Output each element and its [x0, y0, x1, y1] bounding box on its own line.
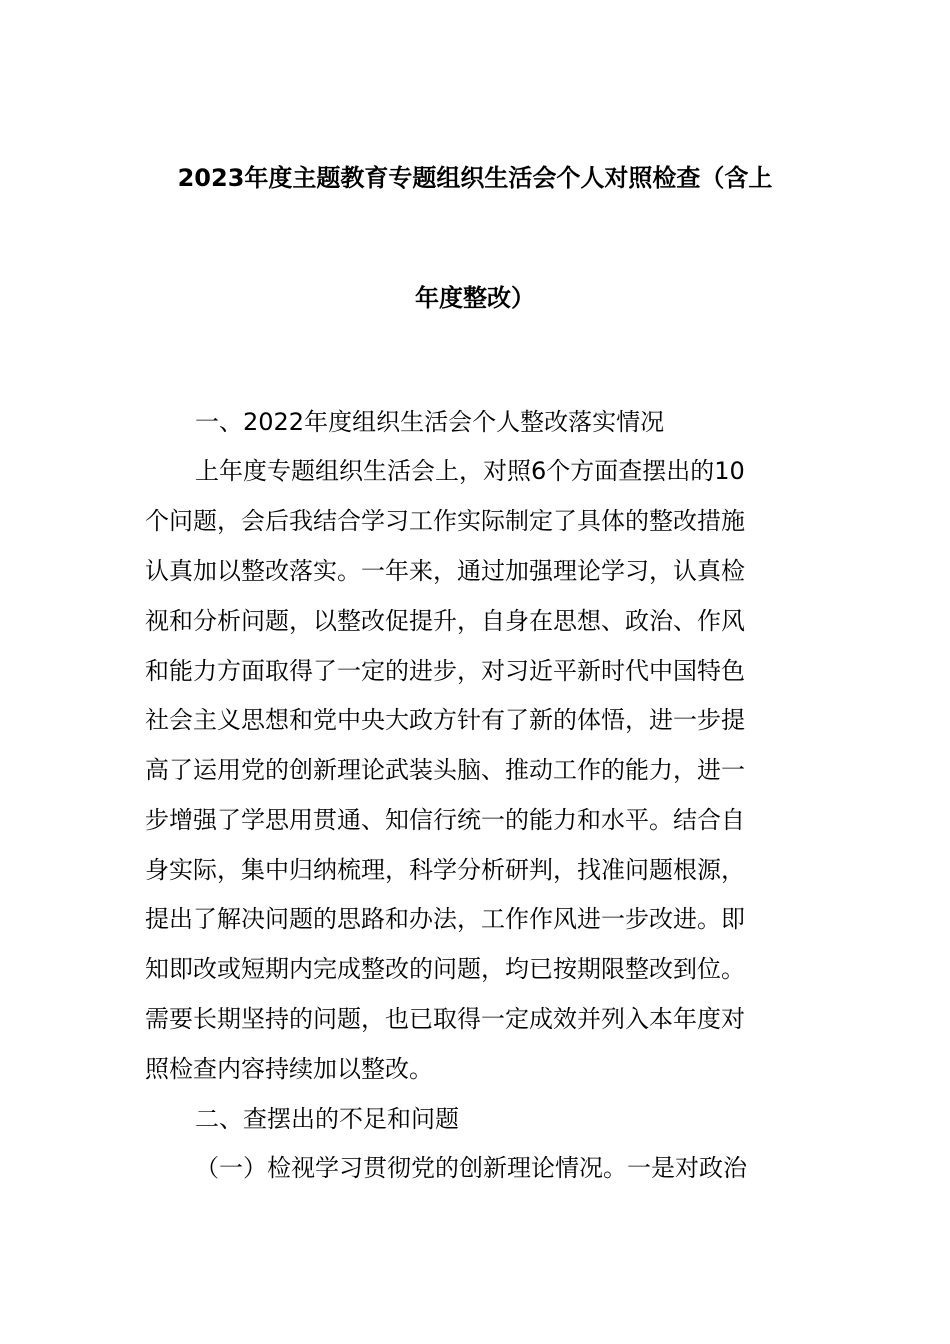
paragraph-line: 高了运用党的创新理论武装头脑、推动工作的能力，进一: [145, 756, 745, 784]
document-title-line-2: 年度整改）: [415, 284, 535, 312]
paragraph-line: 知即改或短期内完成整改的问题，均已按期限整改到位。: [145, 955, 745, 983]
section-heading-1: 一、2022年度组织生活会个人整改落实情况: [195, 408, 665, 436]
paragraph-line: 和能力方面取得了一定的进步，对习近平新时代中国特色: [145, 657, 745, 685]
paragraph-line: 认真加以整改落实。一年来，通过加强理论学习，认真检: [145, 557, 745, 585]
paragraph-line: 上年度专题组织生活会上，对照6个方面查摆出的10: [195, 457, 745, 485]
paragraph-line: 视和分析问题，以整改促提升，自身在思想、政治、作风: [145, 607, 745, 635]
paragraph-line: 身实际，集中归纳梳理，科学分析研判，找准问题根源，: [145, 856, 745, 884]
paragraph-line: 步增强了学思用贯通、知信行统一的能力和水平。结合自: [145, 806, 745, 834]
document-title-line-1: 2023年度主题教育专题组织生活会个人对照检查（含上: [177, 164, 773, 192]
paragraph-line: 个问题，会后我结合学习工作实际制定了具体的整改措施: [145, 507, 745, 535]
section-heading-2: 二、查摆出的不足和问题: [195, 1105, 459, 1133]
paragraph-line: 提出了解决问题的思路和办法，工作作风进一步改进。即: [145, 905, 745, 933]
paragraph-line: 需要长期坚持的问题，也已取得一定成效并列入本年度对: [145, 1005, 745, 1033]
subsection-line: （一）检视学习贯彻党的创新理论情况。一是对政治: [195, 1154, 747, 1182]
paragraph-line: 照检查内容持续加以整改。: [145, 1055, 433, 1083]
paragraph-line: 社会主义思想和党中央大政方针有了新的体悟，进一步提: [145, 706, 745, 734]
